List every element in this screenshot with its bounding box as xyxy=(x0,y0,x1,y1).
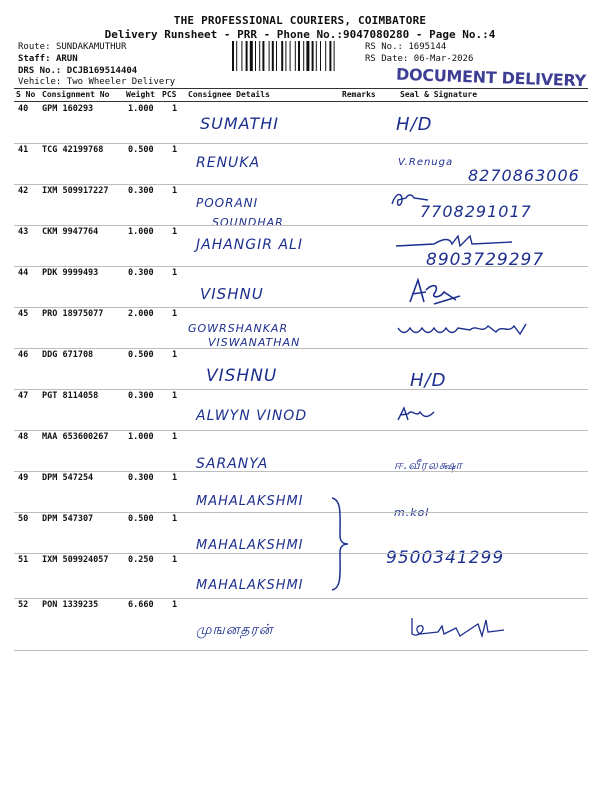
row-consignee-handwritten: JAHANGIR ALI xyxy=(196,237,303,253)
rs-date-value: 06-Mar-2026 xyxy=(413,54,474,64)
signature-jahangir xyxy=(394,232,514,254)
row-pcs: 1 xyxy=(172,391,178,401)
row-sno: 48 xyxy=(18,432,29,442)
signature-pon xyxy=(408,614,508,642)
row-consignee-handwritten: முஙனதரன் xyxy=(196,622,274,638)
row-consignment-no: DPM 547254 xyxy=(42,473,94,483)
row-weight: 1.000 xyxy=(128,227,154,237)
row-divider xyxy=(14,553,588,554)
staff-line xyxy=(18,53,78,65)
row-pcs: 1 xyxy=(172,555,178,565)
row-consignment-no: IXM 509917227 xyxy=(42,186,109,196)
row-consignment-no: MAA 653600267 xyxy=(42,432,109,442)
row-weight: 0.500 xyxy=(128,145,154,155)
signature-poorani xyxy=(390,190,430,212)
barcode-bar xyxy=(298,41,300,71)
barcode-bar xyxy=(276,41,277,71)
row-consignee-handwritten: MAHALAKSHMI xyxy=(196,538,304,553)
barcode-bar xyxy=(306,41,309,71)
row-consignee-handwritten: MAHALAKSHMI xyxy=(196,578,304,593)
col-sno: S No xyxy=(16,90,36,99)
row-consignment-no: PGT 8114058 xyxy=(42,391,99,401)
row-weight: 1.000 xyxy=(128,104,154,114)
col-consignment: Consignment No xyxy=(42,90,110,99)
barcode-bar xyxy=(334,41,335,71)
barcode-bar xyxy=(255,41,256,71)
col-pcs: PCS xyxy=(162,90,177,99)
row-pcs: 1 xyxy=(172,514,178,524)
row-consignment-no: PRO 18975077 xyxy=(42,309,104,319)
drs-label: DRS No.: xyxy=(18,66,62,76)
barcode-bar xyxy=(325,41,326,71)
row-seal-handwritten: 7708291017 xyxy=(420,202,532,221)
row-consignee-handwritten: VISHNU xyxy=(206,366,278,386)
row-divider xyxy=(14,307,588,308)
row-divider xyxy=(14,184,588,185)
rs-no-label: RS No.: xyxy=(365,42,403,52)
row-divider xyxy=(14,348,588,349)
row-consignment-no: GPM 160293 xyxy=(42,104,94,114)
rs-date-label: RS Date: xyxy=(365,54,409,64)
rs-date-line xyxy=(365,53,473,65)
row-pcs: 1 xyxy=(172,432,178,442)
barcode-bar xyxy=(272,41,274,71)
route-value: SUNDAKAMUTHUR xyxy=(55,42,127,52)
barcode-bar xyxy=(236,41,237,71)
row-pcs: 1 xyxy=(172,227,178,237)
barcode-bar xyxy=(285,41,286,71)
route-label: Route: xyxy=(18,42,51,52)
row-divider xyxy=(14,143,588,144)
row-weight: 1.000 xyxy=(128,432,154,442)
row-sno: 42 xyxy=(18,186,29,196)
row-consignee-handwritten: MAHALAKSHMI xyxy=(196,494,304,509)
row-consignee-handwritten: ALWYN VINOD xyxy=(196,408,308,424)
vehicle-value: Two Wheeler Delivery xyxy=(66,77,176,87)
staff-value: ARUN xyxy=(55,54,78,64)
row-seal-handwritten: ஈ.வீரலக்ஷா xyxy=(394,458,463,472)
row-weight: 0.500 xyxy=(128,350,154,360)
row-divider xyxy=(14,471,588,472)
row-weight: 0.300 xyxy=(128,391,154,401)
barcode-bar xyxy=(295,41,296,71)
row-sno: 46 xyxy=(18,350,29,360)
route-line xyxy=(18,41,126,53)
row-divider xyxy=(14,225,588,226)
row-weight: 2.000 xyxy=(128,309,154,319)
document-delivery-stamp: DOCUMENT DELIVERY xyxy=(395,64,587,91)
row-divider xyxy=(14,266,588,267)
row-consignee-handwritten: RENUKA xyxy=(196,155,261,171)
row-sno: 43 xyxy=(18,227,29,237)
row-consignment-no: CKM 9947764 xyxy=(42,227,99,237)
barcode-bar xyxy=(303,41,304,71)
header-bottom-rule xyxy=(14,101,588,102)
drs-value: DCJB169514404 xyxy=(66,66,138,76)
row-consignment-no: IXM 509924057 xyxy=(42,555,109,565)
row-weight: 0.300 xyxy=(128,473,154,483)
col-weight: Weight xyxy=(126,90,155,99)
vehicle-line xyxy=(18,76,175,88)
barcode-bar xyxy=(290,41,291,71)
row-weight: 0.500 xyxy=(128,514,154,524)
col-seal-signature: Seal & Signature xyxy=(400,90,478,99)
barcode-bar xyxy=(262,41,264,71)
row-consignee-handwritten: SOUNDHAR xyxy=(212,216,284,229)
barcode-bar xyxy=(269,41,270,71)
signature-alwyn xyxy=(396,404,436,424)
barcode-bar xyxy=(241,41,242,71)
row-seal-handwritten: m.kol xyxy=(394,506,430,519)
row-consignee-handwritten: VISHNU xyxy=(200,285,264,303)
barcode-bar xyxy=(232,41,234,71)
barcode-bar xyxy=(246,41,248,71)
rs-no-line xyxy=(365,41,446,53)
row-consignee-handwritten: POORANI xyxy=(196,196,259,210)
row-seal-handwritten: 9500341299 xyxy=(386,548,505,568)
col-consignee: Consignee Details xyxy=(188,90,270,99)
row-consignment-no: PON 1339235 xyxy=(42,600,99,610)
row-sno: 49 xyxy=(18,473,29,483)
signature-gowrshankar xyxy=(396,318,536,340)
row-pcs: 1 xyxy=(172,104,178,114)
row-weight: 0.300 xyxy=(128,268,154,278)
row-divider xyxy=(14,389,588,390)
row-pcs: 1 xyxy=(172,600,178,610)
row-consignee-handwritten: SARANYA xyxy=(196,456,269,472)
runsheet-subtitle: Delivery Runsheet - PRR - Phone No.:9047080280 - Page No.:4 xyxy=(104,28,496,41)
row-sno: 41 xyxy=(18,145,29,155)
barcode xyxy=(232,41,360,71)
row-seal-handwritten: 8903729297 xyxy=(426,250,545,270)
barcode-bar xyxy=(281,41,283,71)
row-consignment-no: TCG 42199768 xyxy=(42,145,104,155)
row-pcs: 1 xyxy=(172,309,178,319)
signature-vishnu xyxy=(404,276,464,310)
rs-no-value: 1695144 xyxy=(408,42,447,52)
row-consignment-no: PDK 9999493 xyxy=(42,268,99,278)
row-divider xyxy=(14,598,588,599)
row-divider xyxy=(14,512,588,513)
row-divider xyxy=(14,650,588,651)
barcode-bar xyxy=(259,41,260,71)
barcode-bar xyxy=(250,41,253,71)
row-pcs: 1 xyxy=(172,145,178,155)
row-pcs: 1 xyxy=(172,268,178,278)
row-consignment-no: DPM 547307 xyxy=(42,514,94,524)
row-sno: 50 xyxy=(18,514,29,524)
row-seal-handwritten: H/D xyxy=(410,370,447,391)
row-weight: 6.660 xyxy=(128,600,154,610)
row-seal-handwritten: V.Renuga xyxy=(398,157,454,168)
row-pcs: 1 xyxy=(172,473,178,483)
barcode-bar xyxy=(312,41,314,71)
barcode-bar xyxy=(316,41,317,71)
row-sno: 51 xyxy=(18,555,29,565)
row-consignee-handwritten: GOWRSHANKAR xyxy=(188,322,289,335)
row-divider xyxy=(14,430,588,431)
staff-label: Staff: xyxy=(18,54,51,64)
row-pcs: 1 xyxy=(172,350,178,360)
row-weight: 0.250 xyxy=(128,555,154,565)
row-consignment-no: DDG 671708 xyxy=(42,350,94,360)
row-sno: 40 xyxy=(18,104,29,114)
row-seal-handwritten: 8270863006 xyxy=(468,166,580,185)
row-consignee-handwritten: SUMATHI xyxy=(200,114,279,133)
row-sno: 45 xyxy=(18,309,29,319)
row-sno: 44 xyxy=(18,268,29,278)
row-pcs: 1 xyxy=(172,186,178,196)
row-weight: 0.300 xyxy=(128,186,154,196)
company-title: THE PROFESSIONAL COURIERS, COIMBATORE xyxy=(173,14,427,27)
row-seal-handwritten: H/D xyxy=(396,114,433,135)
vehicle-label: Vehicle: xyxy=(18,77,62,87)
row-sno: 47 xyxy=(18,391,29,401)
col-remarks: Remarks xyxy=(342,90,376,99)
barcode-bar xyxy=(320,41,321,71)
row-consignee-handwritten: VISWANATHAN xyxy=(208,336,301,349)
header-top-rule xyxy=(14,88,588,89)
brace-mahalakshmi xyxy=(330,496,350,592)
barcode-bar xyxy=(329,41,331,71)
row-sno: 52 xyxy=(18,600,29,610)
